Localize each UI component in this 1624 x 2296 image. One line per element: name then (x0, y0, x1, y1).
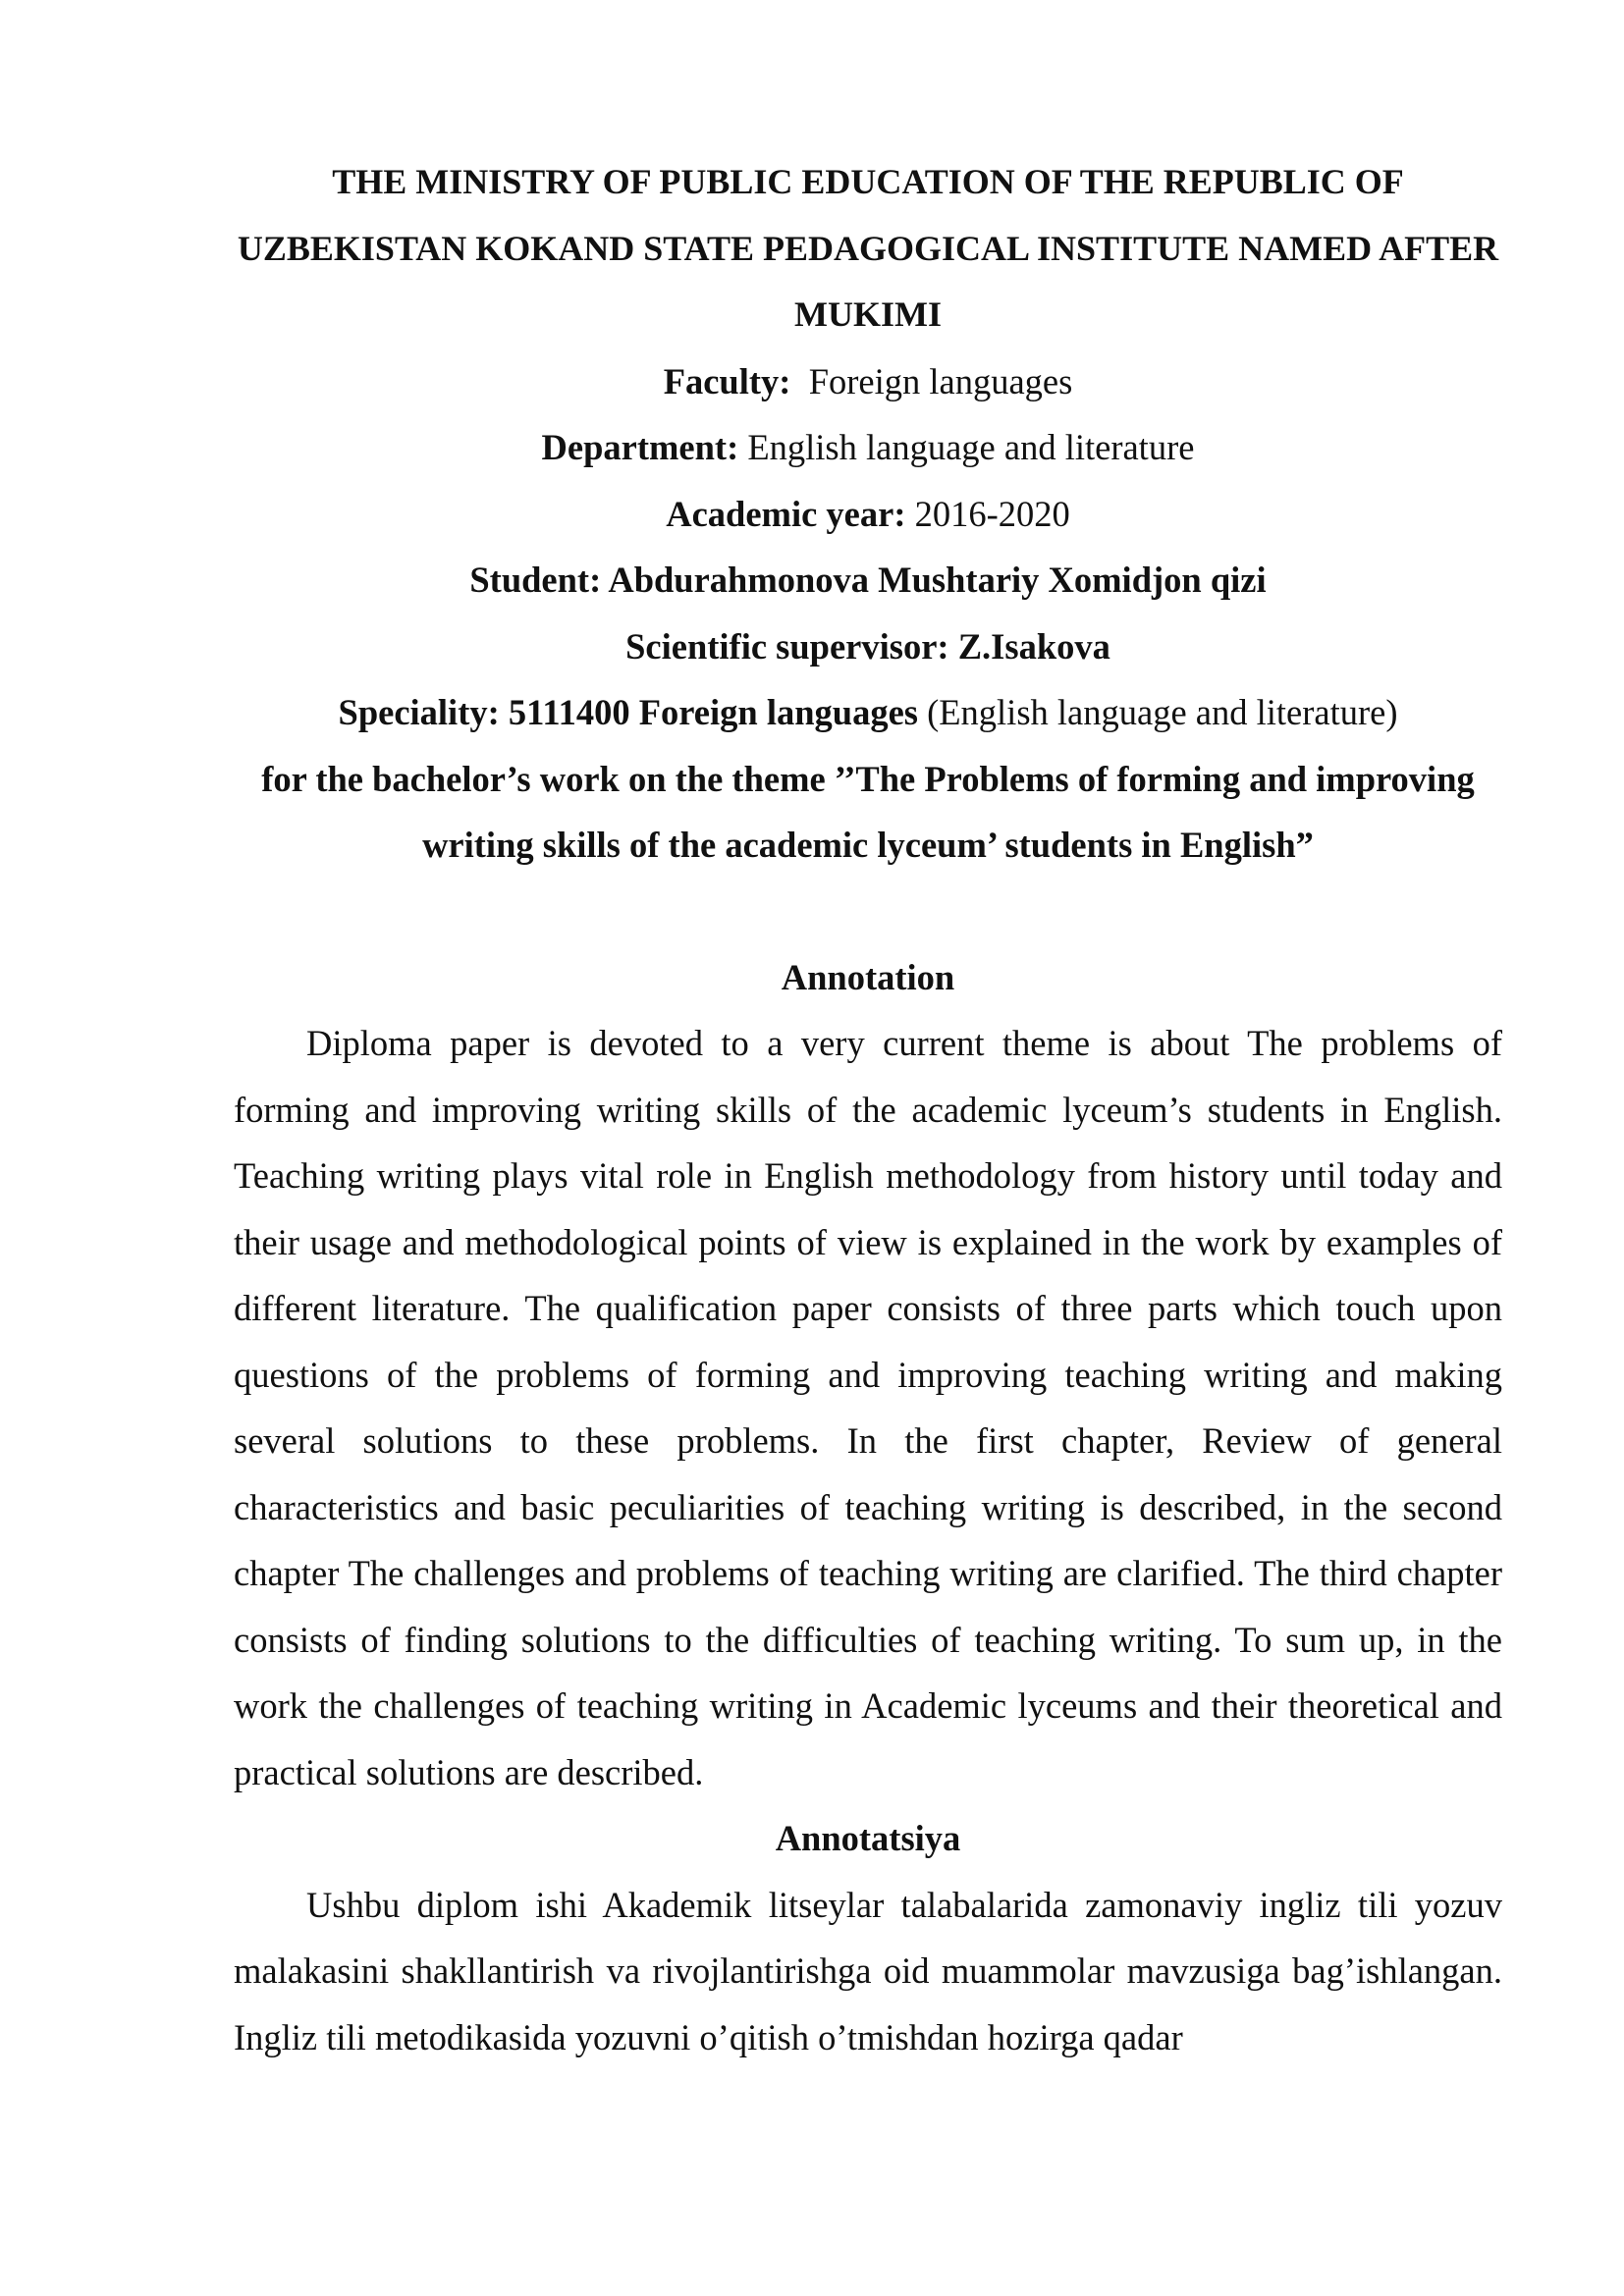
department-label: Department: (541, 427, 739, 467)
speciality-value: (English language and literature) (927, 692, 1398, 732)
document-title: THE MINISTRY OF PUBLIC EDUCATION OF THE REPUBLIC OF UZBEKISTAN KOKAND STATE PEDAGOGICAL INSTITUTE NAMED AFTER MUKIMI (237, 162, 1499, 334)
work-theme: for the bachelor’s work on the theme ’’The Problems of forming and improving writing skills of the academic lyceum’ students in English” (261, 758, 1475, 865)
department-value: English language and literature (747, 427, 1195, 467)
faculty-value: Foreign languages (808, 360, 1073, 401)
annotation-text: Diploma paper is devoted to a very current theme is about The problems of forming and improving writing skills of the academic lyceum’s students in English. Teaching writing plays vital role in English methodology from history until today and their usage and methodological points of view is explained in the work by examples of different literature. The qualification paper consists of three parts which touch upon questions of the problems of forming and improving teaching writing and making several solutions to these problems. In the first chapter, Review of general characteristics and basic peculiarities of teaching writing is described, in the second chapter The challenges and problems of teaching writing are clarified. The third chapter consists of finding solutions to the difficulties of teaching writing. To sum up, in the work the challenges of teaching writing in Academic lyceums and their theoretical and practical solutions are described. (234, 1023, 1502, 1792)
academic-year-line (234, 481, 1502, 548)
document-page (234, 149, 1502, 2070)
annotatsiya-heading: Annotatsiya (775, 1818, 961, 1858)
faculty-label: Faculty: (663, 360, 791, 401)
department-line (234, 414, 1502, 481)
annotatsiya-text: Ushbu diplom ishi Akademik litseylar talabalarida zamonaviy ingliz tili yozuv malakasini shakllantirish va rivojlantirishga oid muammolar mavzusiga bag’ishlangan. Ingliz tili metodikasida yozuvni o’qitish o’tmishdan hozirga qadar (234, 1884, 1502, 2057)
student-line: Student: Abdurahmonova Mushtariy Xomidjon qizi (469, 560, 1267, 600)
faculty-line (234, 348, 1502, 415)
spacer (234, 879, 1502, 944)
supervisor-line: Scientific supervisor: Z.Isakova (625, 625, 1110, 667)
annotation-heading: Annotation (781, 956, 955, 997)
academic-year-label: Academic year: (666, 493, 906, 534)
speciality-label: Speciality: 5111400 Foreign languages (338, 692, 918, 732)
academic-year-value: 2016-2020 (914, 493, 1070, 534)
speciality-line (234, 679, 1502, 746)
